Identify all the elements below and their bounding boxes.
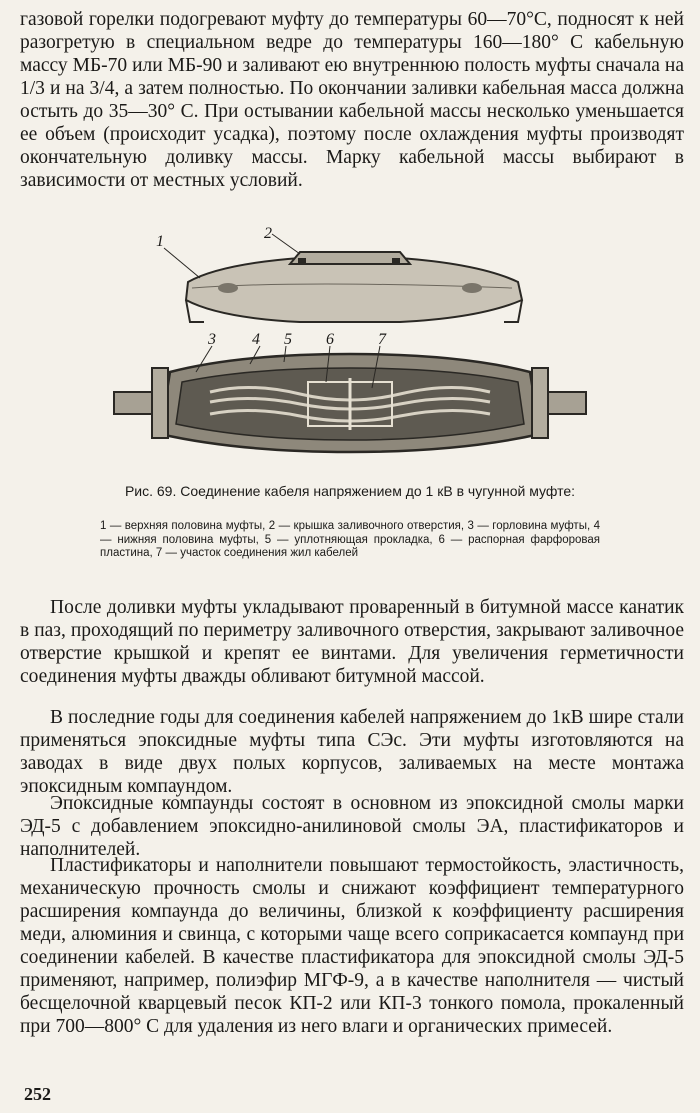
cable-sleeve-figure xyxy=(100,222,600,480)
paragraph-2: После доливки муфты укладывают проваренный в битумной массе канатик в паз, проходящий по периметру заливочного отверстия, закрывают заливочное отверстие крышкой и крепят ее винтами. Для увеличения герметичности соединения муфты дважды обливают битумной массой. xyxy=(20,597,684,687)
page-number: 252 xyxy=(24,1084,51,1104)
figure-label-4: 4 xyxy=(252,331,260,348)
paragraph-3: В последние годы для соединения кабелей напряжением до 1кВ шире стали применяться эпоксидные муфты типа СЭс. Эти муфты изготовляются на заводах в виде двух полых корпусов, заливаемых на месте монтажа эпоксидным компаундом. xyxy=(20,707,684,797)
figure-caption: Рис. 69. Соединение кабеля напряжением до 1 кВ в чугунной муфте: xyxy=(124,483,576,499)
upper-sleeve-drawing xyxy=(164,234,522,322)
figure-label-3: 3 xyxy=(208,331,216,348)
figure-label-6: 6 xyxy=(326,331,334,348)
paragraph-5: Пластификаторы и наполнители повышают термостойкость, эластичность, механическую прочность смолы и снижают коэффициент температурного расширения компаунда до величины, близкой к коэффициенту расширения меди, алюминия и свинца, с которыми чаще всего соприкасается компаунд при соединении кабелей. В качестве пластификатора для эпоксидной смолы ЭД-5 применяют, например, полиэфир МГФ-9, а в качестве наполнителя — чистый бесщелочной кварцевый песок КП-2 или КП-3 тонкого помола, прокаленный при 700—800° С для удаления из него влаги и органических примесей. xyxy=(20,855,684,1037)
figure-label-5: 5 xyxy=(284,331,292,348)
paragraph-1: газовой горелки подогревают муфту до температуры 60—70°С, подносят к ней разогретую в специальном ведре до температуры 160—180° С кабельную массу МБ-70 или МБ-90 и заливают ею внутреннюю полость муфты сначала на 1/3 и на 3/4, а затем полностью. По окончании заливки кабельная масса должна остыть до 35—30° С. При остывании кабельной массы несколько уменьшается ее объем (происходит усадка), поэтому после охлаждения муфты производят окончательную доливку массы. Марку кабельной массы выбирают в зависимости от местных условий. xyxy=(20,9,684,191)
lower-sleeve-drawing xyxy=(114,346,586,452)
figure-legend: 1 — верхняя половина муфты, 2 — крышка заливочного отверстия, 3 — горловина муфты, 4 — нижняя половина муфты, 5 — уплотняющая прокладка, 6 — распорная фарфоровая пластина, 7 — участок соединения жил кабелей xyxy=(100,520,600,559)
figure-label-1: 1 xyxy=(156,233,164,250)
figure-label-7: 7 xyxy=(378,331,386,348)
figure-label-2: 2 xyxy=(264,225,272,242)
paragraph-4: Эпоксидные компаунды состоят в основном из эпоксидной смолы марки ЭД-5 с добавлением эпоксидно-анилиновой смолы ЭА, пластификаторов и наполнителей. xyxy=(20,793,684,860)
